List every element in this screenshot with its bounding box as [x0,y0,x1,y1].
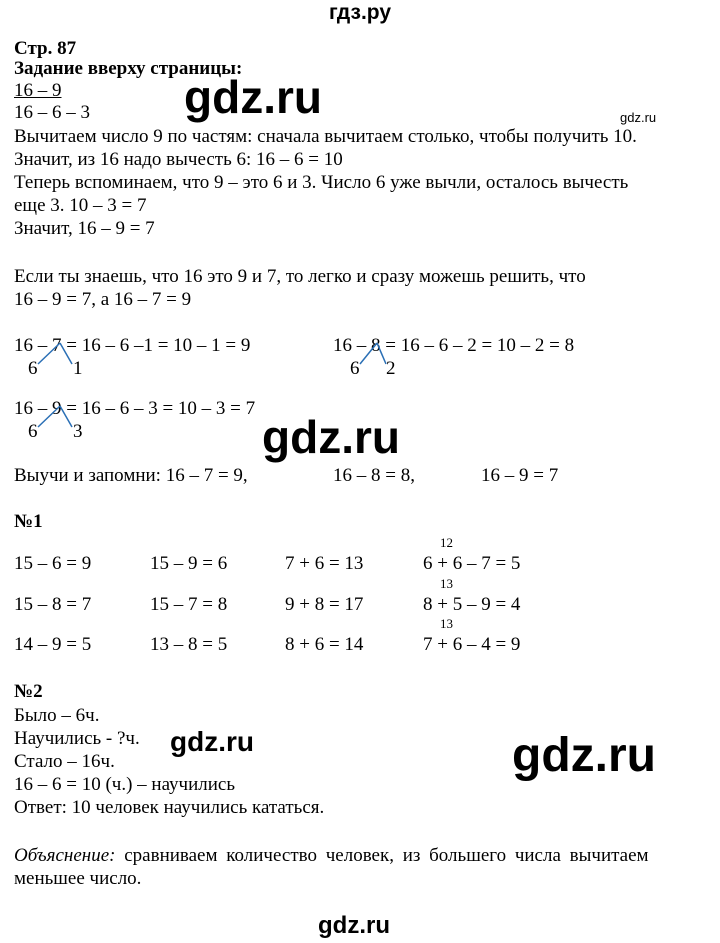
task-1-cell: 8 + 6 = 14 [285,634,364,655]
bracket-line [360,343,377,364]
equation-16-9: 16 – 9 = 16 – 6 – 3 = 10 – 3 = 7 [14,398,256,419]
watermark: gdz.ru [184,71,322,123]
top-task-heading: Задание вверху страницы: [14,58,243,79]
task-1-cell: 14 – 9 = 5 [14,634,92,655]
explanation-line: Значит, из 16 надо вычесть 6: 16 – 6 = 10 [14,149,343,170]
task-1-cell: 7 + 6 – 4 = 9 [423,634,521,655]
task-1-cell: 8 + 5 – 9 = 4 [423,594,521,615]
bracket-line [38,343,60,364]
equation-16-7: 16 – 7 = 16 – 6 –1 = 10 – 1 = 9 [14,335,251,356]
site-header: гдз.ру [328,1,392,24]
intermediate-sum: 13 [440,576,453,591]
top-task-expression: 16 – 9 [14,80,62,101]
explanation-line: еще 3. 10 – 3 = 7 [14,195,147,216]
memo-item: 16 – 9 = 7 [481,465,559,486]
bracket-line [60,406,72,427]
explanation-line: Вычитаем число 9 по частям: сначала вычитаем столько, чтобы получить 10. [14,126,637,147]
task-2-line: Было – 6ч. [14,705,100,726]
bracket-line [60,343,72,364]
explanation-line: 16 – 9 = 7, а 16 – 7 = 9 [14,289,192,310]
equation-part: 6 [28,421,38,442]
task-2-answer: Ответ: 10 человек научились кататься. [14,797,325,818]
task-2-line: 16 – 6 = 10 (ч.) – научились [14,774,236,795]
page-reference: Стр. 87 [14,38,77,59]
task-1-cell: 15 – 8 = 7 [14,594,92,615]
memo-line: Выучи и запомни: 16 – 7 = 9, [14,465,248,486]
explanation-line: Значит, 16 – 9 = 7 [14,218,155,239]
explanation-label: Объяснение: [14,845,116,866]
task-1-cell: 6 + 6 – 7 = 5 [423,553,521,574]
watermark: gdz.ru [512,729,656,782]
explanation-text: сравниваем количество человек, из большего числа вычитаем [115,845,649,866]
task-1-cell: 9 + 8 = 17 [285,594,364,615]
intermediate-sum: 13 [440,616,453,631]
memo-item: 16 – 8 = 8, [333,465,415,486]
equation-part: 2 [386,358,396,379]
watermark: gdz.ru [318,912,390,939]
top-task-expression-split: 16 – 6 – 3 [14,102,90,123]
task-1-cell: 15 – 7 = 8 [150,594,228,615]
explanation-line: Теперь вспоминаем, что 9 – это 6 и 3. Число 6 уже вычли, осталось вычесть [14,172,629,193]
task-1-title: №1 [14,511,43,532]
equation-part: 3 [73,421,83,442]
task-1-cell: 13 – 8 = 5 [150,634,228,655]
bracket-line [38,406,60,427]
equation-part: 1 [73,358,83,379]
task-2-title: №2 [14,681,43,702]
task-1-cell: 15 – 6 = 9 [14,553,92,574]
task-2-line: Стало – 16ч. [14,751,115,772]
equation-part: 6 [350,358,360,379]
explanation-line: Если ты знаешь, что 16 это 9 и 7, то легко и сразу можешь решить, что [14,266,586,287]
task-1-cell: 7 + 6 = 13 [285,553,364,574]
watermark: gdz.ru [262,411,400,463]
equation-16-8: 16 – 8 = 16 – 6 – 2 = 10 – 2 = 8 [333,335,575,356]
watermark: gdz.ru [170,726,254,757]
task-2-explanation-cont: меньшее число. [14,868,142,889]
task-1-cell: 15 – 9 = 6 [150,553,228,574]
task-2-explanation [14,845,704,867]
intermediate-sum: 12 [440,535,453,550]
watermark-small: gdz.ru [620,110,657,125]
bracket-line [377,343,386,364]
task-2-line: Научились - ?ч. [14,728,140,749]
equation-part: 6 [28,358,38,379]
